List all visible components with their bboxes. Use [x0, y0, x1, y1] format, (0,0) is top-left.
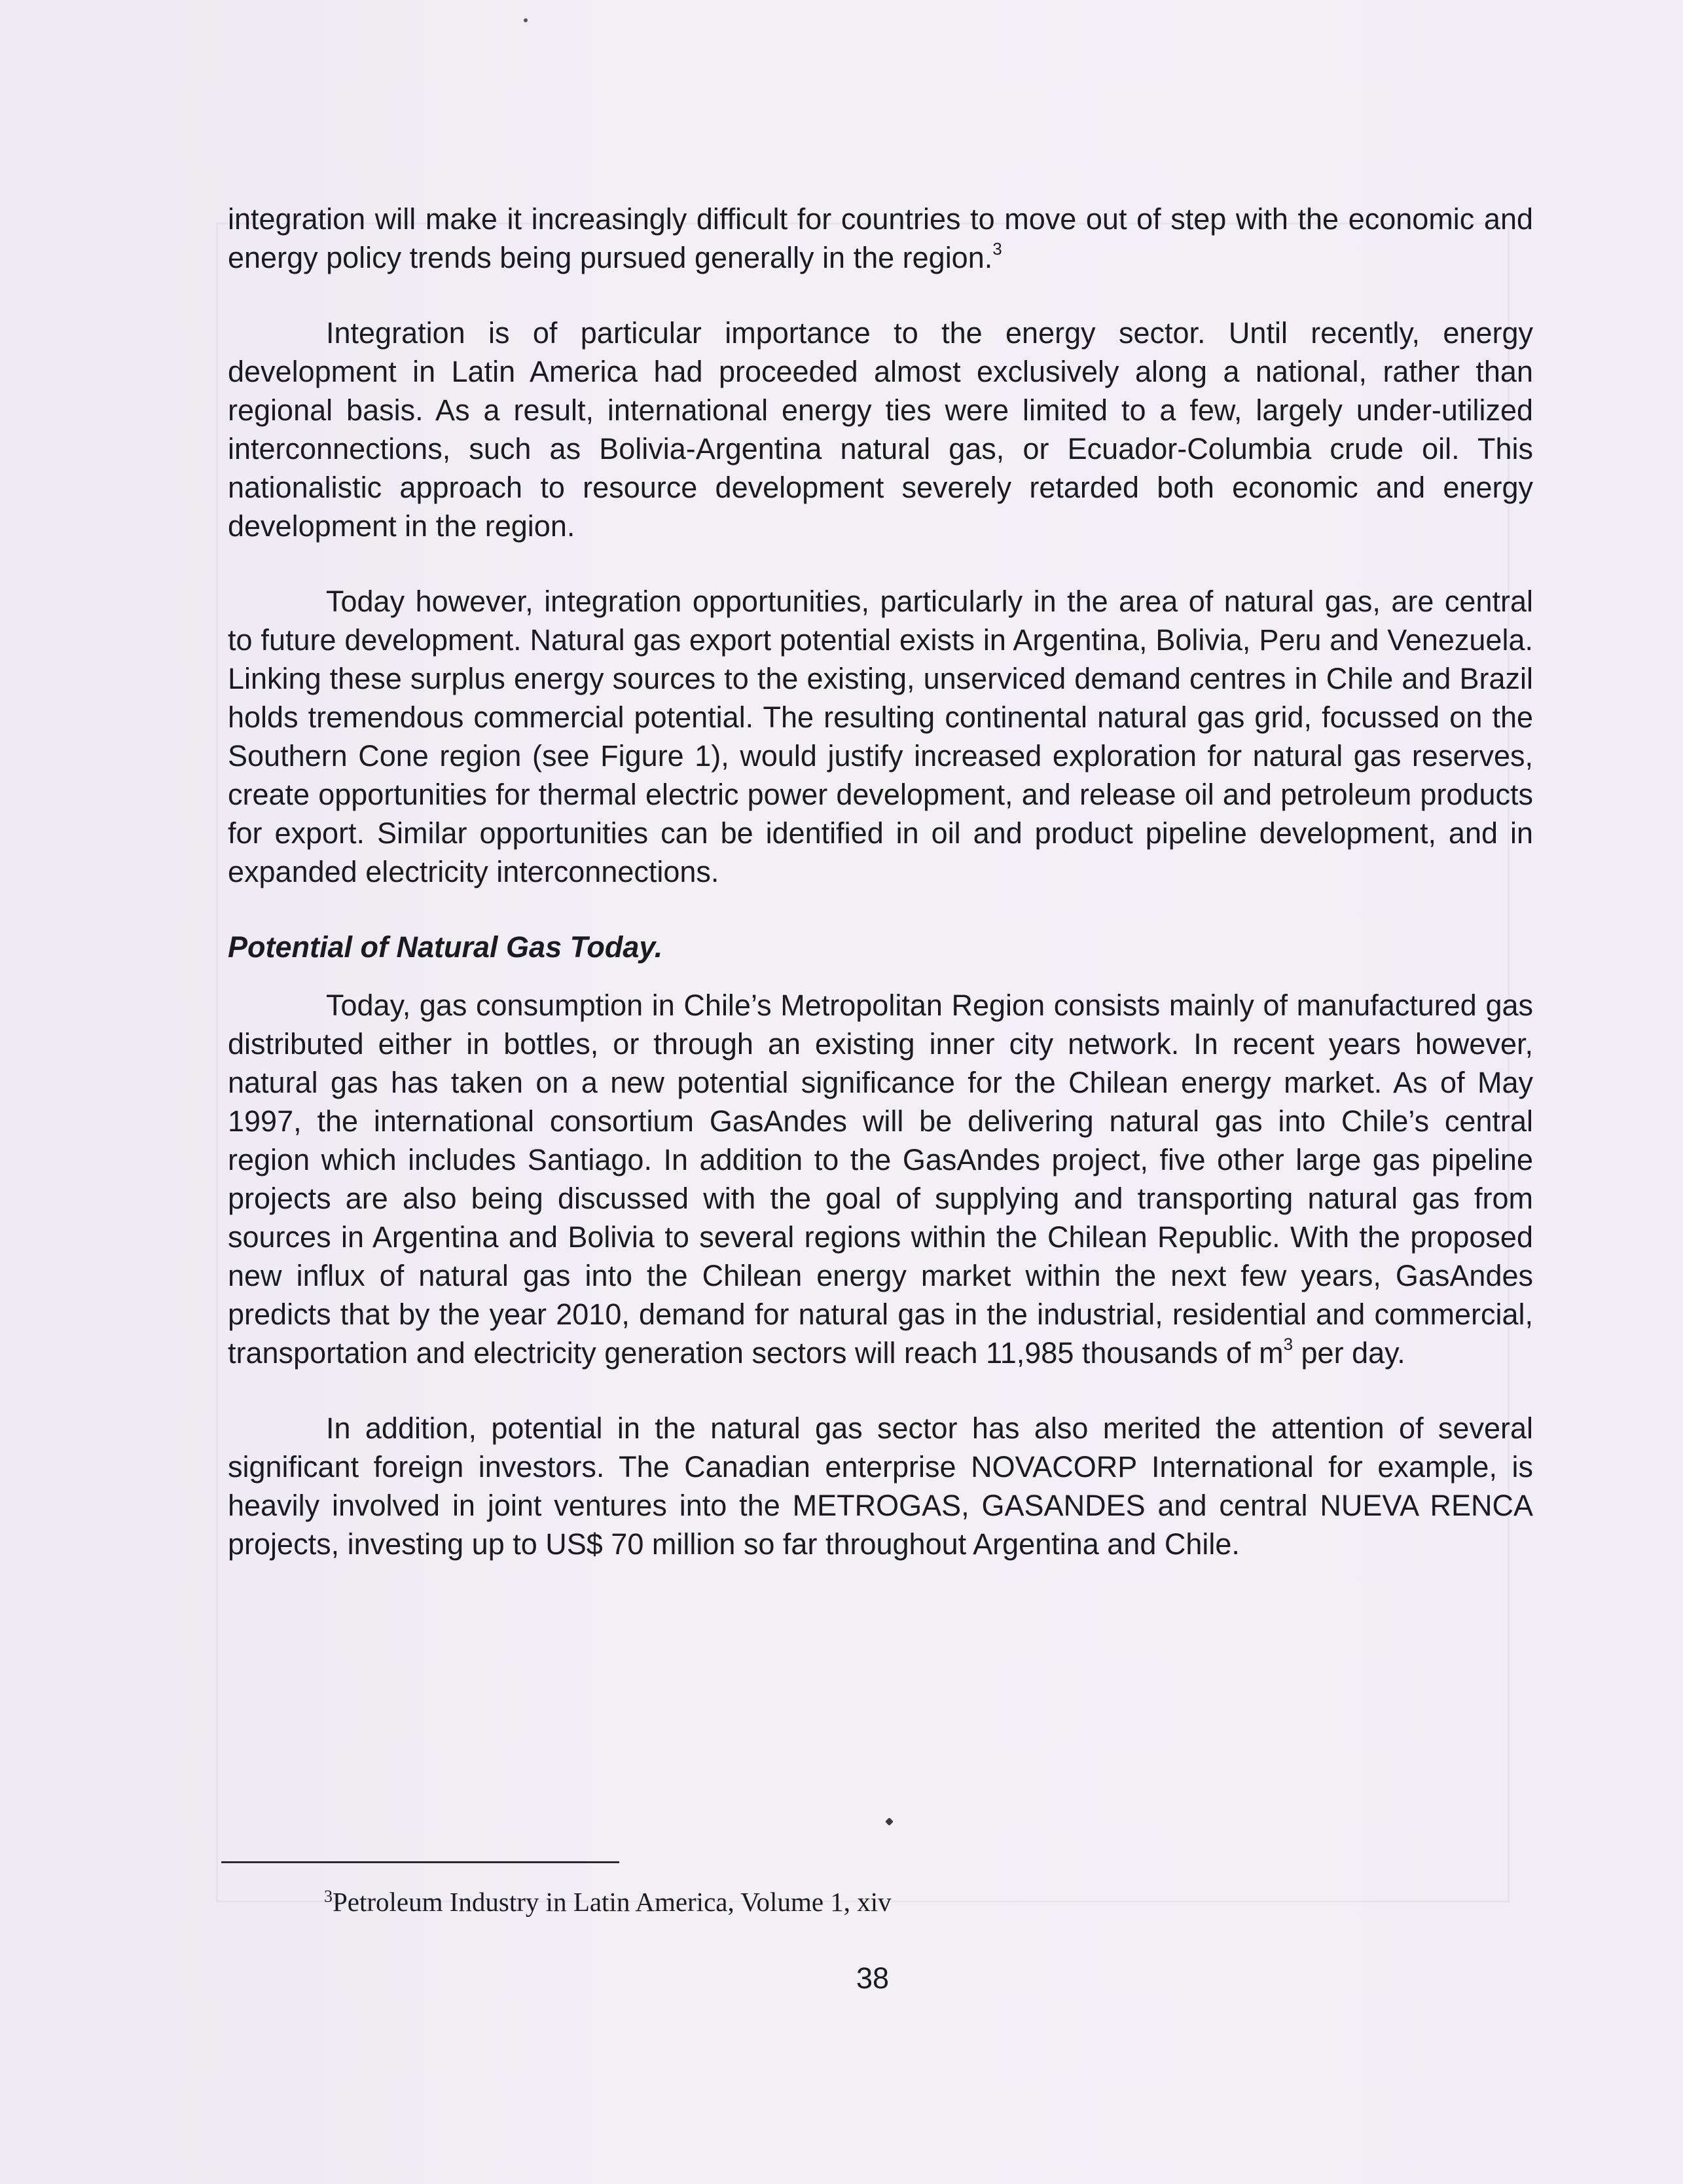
paragraph-consumption — [228, 986, 1533, 1372]
paragraph-text: Today, gas consumption in Chile’s Metropolitan Region consists mainly of manufactured gas distributed either in bottles, or through an existing inner city network. In recent years however, natural gas has taken on a new potential significance for the Chilean energy market. As of May 1997, the international consortium GasAndes will be delivering natural gas into Chile’s central region which includes Santiago. In addition to the GasAndes project, five other large gas pipeline projects are also being discussed with the goal of supplying and transporting natural gas from sources in Argentina and Bolivia to several regions within the Chilean Republic. With the proposed new influx of natural gas into the Chilean energy market within the next few years, GasAndes predicts that by the year 2010, demand for natural gas in the industrial, residential and commercial, transportation and electricity generation sectors will reach 11,985 thousands of m — [228, 989, 1533, 1370]
page-number: 38 — [856, 1961, 890, 1995]
footnote-text: Petroleum Industry in Latin America, Volume 1, xiv — [333, 1887, 892, 1917]
section-heading: Potential of Natural Gas Today. — [228, 930, 663, 964]
speck-mark — [524, 18, 528, 22]
footnote — [324, 1885, 892, 1918]
paragraph-text: integration will make it increasingly difficult for countries to move out of step with the economic and energy policy trends being pursued generally in the region. — [228, 202, 1533, 274]
paragraph-opportunities: Today however, integration opportunities, particularly in the area of natural gas, are central to future development. Natural gas export potential exists in Argentina, Bolivia, Peru and Venezuela. Linking these surplus energy sources to the existing, unserviced demand centres in Chile and Brazil holds tremendous commercial potential. The resulting continental natural gas grid, focussed on the Southern Cone region (see Figure 1), would justify increased exploration for natural gas reserves, create opportunities for thermal electric power development, and release oil and petroleum products for export. Similar opportunities can be identified in oil and product pipeline development, and in expanded electricity interconnections. — [228, 585, 1533, 888]
paragraph-investors: In addition, potential in the natural gas sector has also merited the attention of several significant foreign investors. The Canadian enterprise NOVACORP International for example, is heavily involved in joint ventures into the METROGAS, GASANDES and central NUEVA RENCA projects, investing up to US$ 70 million so far throughout Argentina and Chile. — [228, 1411, 1533, 1561]
unit-superscript: 3 — [1283, 1334, 1294, 1354]
paragraph-continuation — [228, 200, 1533, 277]
body-text — [228, 200, 1533, 1563]
footnote-ref: 3 — [992, 239, 1002, 259]
paragraph-text-end: per day. — [1293, 1336, 1405, 1370]
footnote-marker: 3 — [324, 1887, 333, 1906]
paragraph-integration: Integration is of particular importance to the energy sector. Until recently, energy development in Latin America had proceeded almost exclusively along a national, rather than regional basis. As a result, international energy ties were limited to a few, largely under-utilized interconnections, such as Bolivia-Argentina natural gas, or Ecuador-Columbia crude oil. This nationalistic approach to resource development severely retarded both economic and energy development in the region. — [228, 316, 1533, 543]
footnote-divider — [221, 1861, 619, 1863]
